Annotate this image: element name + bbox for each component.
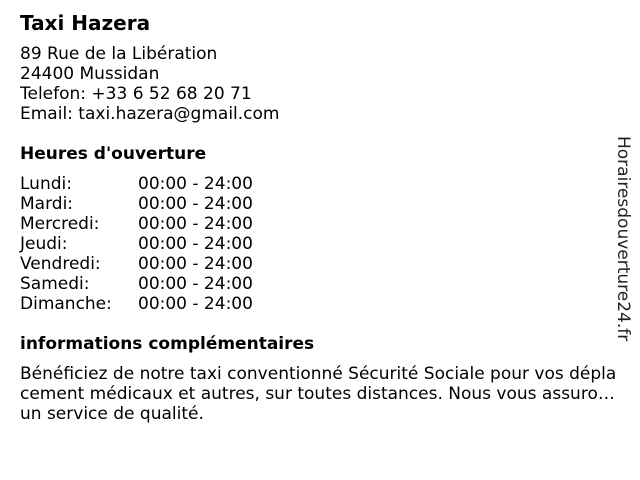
opening-hours-table [20, 174, 610, 314]
hours-day: Vendredi: [20, 254, 101, 274]
hours-row-thursday [20, 234, 610, 254]
hours-time: 00:00 - 24:00 [138, 294, 253, 314]
additional-info-heading: informations complémentaires [20, 334, 315, 354]
hours-day: Mercredi: [20, 214, 100, 234]
hours-row-tuesday [20, 194, 610, 214]
business-name: Taxi Hazera [20, 11, 151, 35]
email-address: Email: taxi.hazera@gmail.com [20, 104, 280, 124]
hours-day: Samedi: [20, 274, 90, 294]
additional-info-text: Bénéficiez de notre taxi conventionné Sécurité Sociale pour vos déplacement médicaux et autres, sur toutes distances. Nous vous assurons un service de qualité. [20, 364, 618, 424]
hours-day: Jeudi: [20, 234, 68, 254]
address-block [20, 44, 610, 124]
hours-row-monday [20, 174, 610, 194]
hours-day: Dimanche: [20, 294, 112, 314]
site-watermark: Horairesdouverture24.fr [613, 136, 633, 342]
hours-row-wednesday [20, 214, 610, 234]
opening-hours-heading: Heures d'ouverture [20, 144, 207, 164]
hours-day: Mardi: [20, 194, 74, 214]
hours-time: 00:00 - 24:00 [138, 194, 253, 214]
postal-city: 24400 Mussidan [20, 64, 160, 84]
street-address: 89 Rue de la Libération [20, 44, 218, 64]
phone-number: Telefon: +33 6 52 68 20 71 [20, 84, 252, 104]
hours-day: Lundi: [20, 174, 72, 194]
hours-time: 00:00 - 24:00 [138, 234, 253, 254]
hours-time: 00:00 - 24:00 [138, 254, 253, 274]
hours-time: 00:00 - 24:00 [138, 174, 253, 194]
hours-row-saturday [20, 274, 610, 294]
hours-time: 00:00 - 24:00 [138, 274, 253, 294]
hours-row-friday [20, 254, 610, 274]
business-card [20, 10, 618, 424]
hours-time: 00:00 - 24:00 [138, 214, 253, 234]
hours-row-sunday [20, 294, 610, 314]
